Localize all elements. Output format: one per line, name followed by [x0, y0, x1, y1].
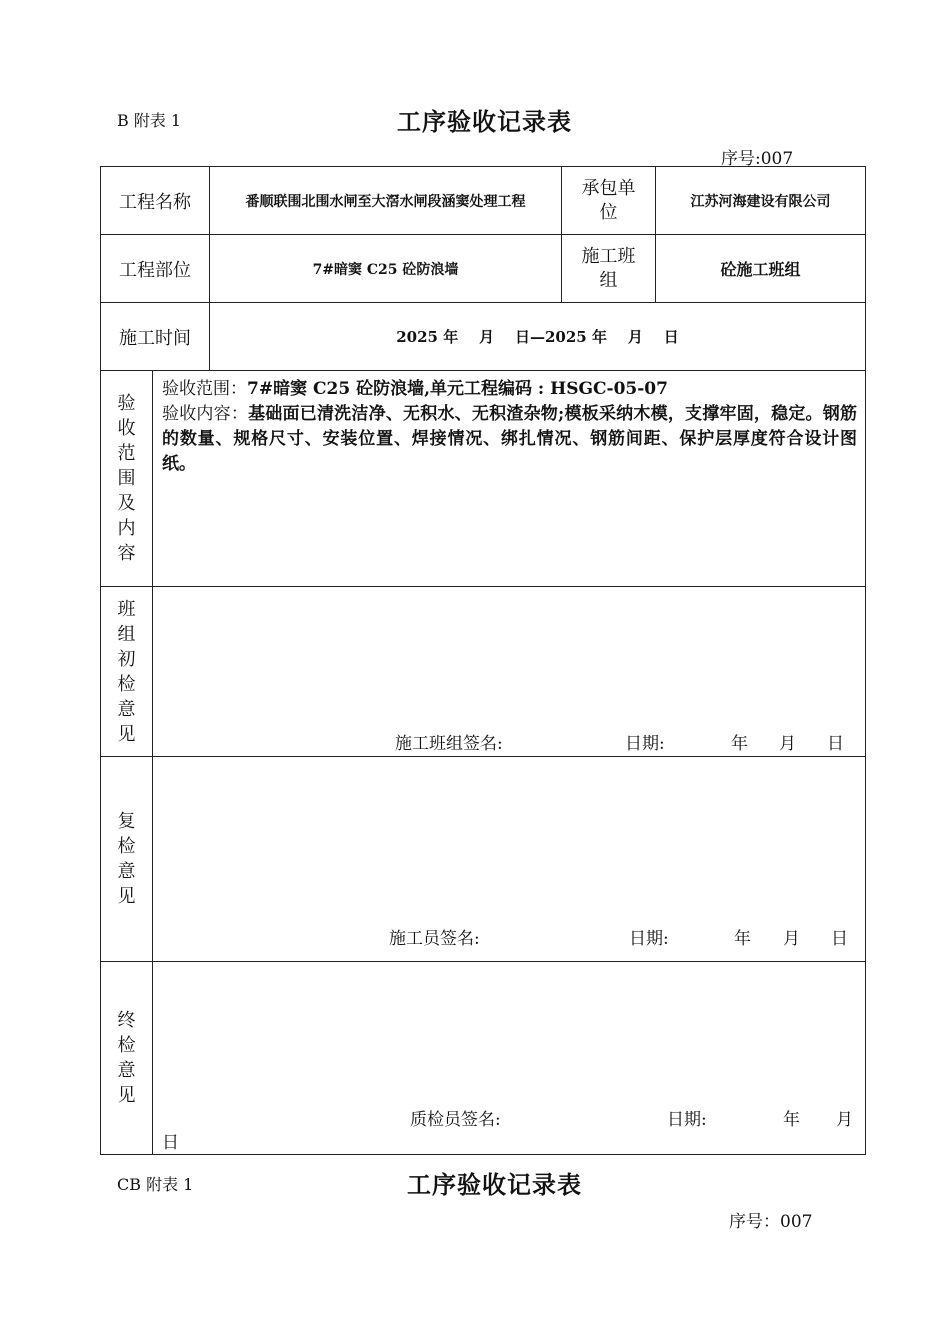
serial-number: 序号:007	[721, 149, 794, 169]
final-sign-label: 质检员签名:	[410, 1110, 501, 1130]
acceptance-record-table	[100, 166, 866, 1155]
content-value: 基础面已清洗洁净、无积水、无积渣杂物;模板采纳木模，支撑牢固，稳定。钢筋的数量、规格尺寸、安装位置、焊接情况、绑扎情况、钢筋间距、保护层厚度符合设计图纸。	[162, 404, 857, 474]
recheck-year: 年	[734, 929, 751, 949]
recheck-date-label: 日期:	[629, 929, 669, 949]
row-final-check	[101, 962, 866, 1155]
initial-check-label: 班组初检意见	[117, 598, 136, 745]
scope-label: 验收范围及内容	[117, 393, 136, 564]
recheck-sign-label: 施工员签名:	[389, 929, 480, 949]
scope-range	[162, 377, 857, 402]
team-value: 砼施工班组	[656, 235, 866, 303]
project-name-value: 番顺联围北围水闸至大滘水闸段涵窦处理工程	[210, 167, 562, 235]
initial-month: 月	[779, 734, 796, 754]
final-month: 月	[836, 1110, 853, 1130]
range-prefix: 验收范围：	[162, 379, 247, 399]
recheck-month: 月	[783, 929, 800, 949]
initial-date-label: 日期:	[625, 734, 665, 754]
project-name-label: 工程名称	[101, 167, 210, 235]
form-code: B 附表 1	[117, 111, 182, 130]
contractor-value: 江苏河海建设有限公司	[656, 167, 866, 235]
team-label: 施工班组	[562, 235, 656, 303]
contractor-label: 承包单位	[562, 167, 656, 235]
recheck-label: 复检意见	[117, 811, 136, 907]
row-recheck	[101, 757, 866, 962]
row-project-name	[101, 167, 866, 235]
final-year: 年	[783, 1110, 800, 1130]
page-title: 工序验收记录表	[397, 107, 572, 136]
footer-serial-number: 序号：007	[729, 1212, 813, 1232]
footer-title: 工序验收记录表	[407, 1170, 582, 1199]
content-prefix: 验收内容：	[162, 404, 249, 424]
scope-content	[162, 402, 857, 477]
range-value: 7#暗窦 C25 砼防浪墙,单元工程编码 : HSGC-05-07	[247, 379, 668, 399]
project-part-value: 7#暗窦 C25 砼防浪墙	[210, 235, 562, 303]
initial-sign-label: 施工班组签名:	[395, 734, 503, 754]
final-check-label: 终检意见	[117, 1010, 136, 1106]
initial-year: 年	[731, 734, 748, 754]
project-part-label: 工程部位	[101, 235, 210, 303]
time-label: 施工时间	[101, 303, 210, 371]
row-project-part	[101, 235, 866, 303]
row-initial-check	[101, 587, 866, 757]
row-construction-time	[101, 303, 866, 371]
recheck-day: 日	[831, 929, 848, 949]
final-date-label: 日期:	[667, 1110, 707, 1130]
time-value: 2025 年 月 日—2025 年 月 日	[210, 303, 866, 371]
scope-text	[153, 371, 865, 477]
final-day: 日	[162, 1133, 179, 1153]
initial-day: 日	[827, 734, 844, 754]
footer-form-code: CB 附表 1	[117, 1175, 194, 1194]
row-scope	[101, 371, 866, 587]
